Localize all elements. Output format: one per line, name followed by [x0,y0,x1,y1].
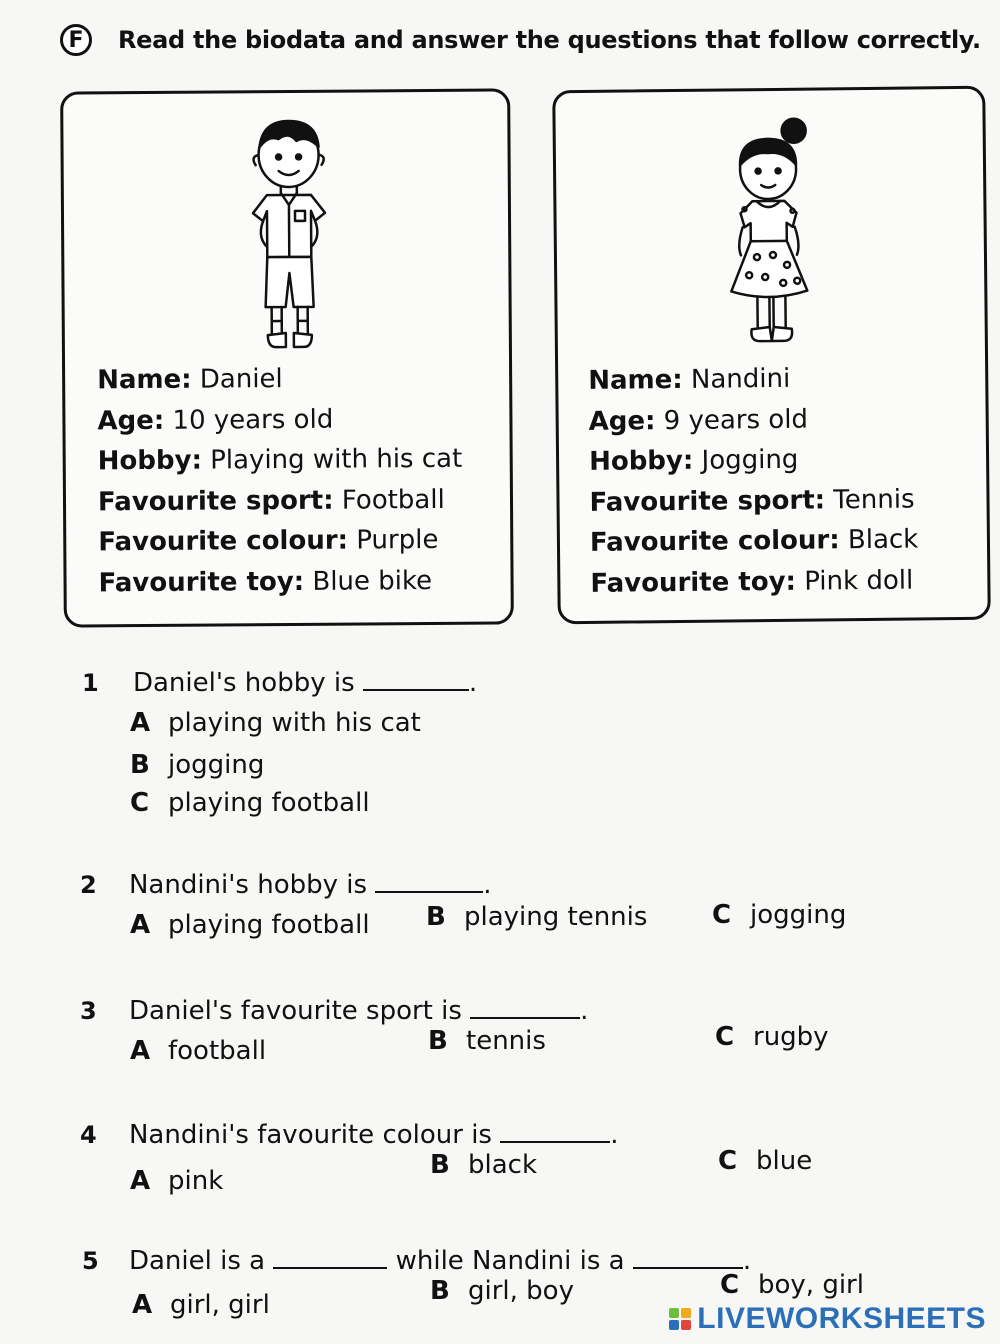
answer-blank[interactable] [470,999,580,1019]
daniel-hobby-row: Hobby: Playing with his cat [97,443,463,477]
nandini-toy-row: Favourite toy: Pink doll [590,565,914,599]
nandini-age-row: Age: 9 years old [588,404,809,437]
daniel-name-row: Name: Daniel [97,364,283,396]
question-2: 2 Nandini's hobby is . [80,870,492,900]
question-3: 3 Daniel's favourite sport is . [80,996,589,1026]
liveworksheets-logo[interactable] [669,1302,986,1336]
q5-option-b[interactable]: B girl, boy [430,1276,574,1306]
q3-option-b[interactable]: B tennis [428,1026,546,1056]
daniel-colour-row: Favourite colour: Purple [98,524,439,558]
q2-option-a[interactable]: A playing football [130,910,370,940]
q2-option-b[interactable]: B playing tennis [426,902,648,932]
q4-option-a[interactable]: A pink [130,1166,224,1196]
section-badge: F [60,24,92,56]
boy-illustration [226,107,353,358]
logo-square-blue [669,1320,679,1330]
nandini-hobby-row: Hobby: Jogging [588,444,799,477]
nandini-info [588,357,919,603]
answer-blank-1[interactable] [273,1249,387,1269]
q5-option-a[interactable]: A girl, girl [132,1290,270,1320]
q2-option-c[interactable]: C jogging [712,900,847,930]
logo-square-green [669,1308,679,1318]
biodata-card-nandini [552,86,991,625]
answer-blank[interactable] [500,1123,610,1143]
answer-blank[interactable] [363,671,469,691]
question-4: 4 Nandini's favourite colour is . [80,1120,619,1150]
q3-option-a[interactable]: A football [130,1036,267,1066]
daniel-info [97,358,463,604]
q1-option-c[interactable]: C playing football [130,788,370,818]
logo-square-red [681,1320,691,1330]
daniel-age-row: Age: 10 years old [97,404,334,436]
q1-option-a[interactable]: A playing with his cat [130,708,421,738]
daniel-sport-row: Favourite sport: Football [97,484,445,517]
instruction-text: Read the biodata and answer the questions that follow correctly. [118,26,981,54]
question-1: 1 Daniel's hobby is . [82,668,478,698]
biodata-card-daniel [60,88,514,627]
logo-grid-icon [669,1308,691,1330]
nandini-colour-row: Favourite colour: Black [589,524,919,558]
answer-blank-2[interactable] [633,1249,743,1269]
q1-option-b[interactable]: B jogging [130,750,265,780]
q4-option-b[interactable]: B black [430,1150,538,1180]
logo-square-orange [681,1308,691,1318]
nandini-sport-row: Favourite sport: Tennis [589,484,915,518]
girl-illustration [705,104,843,355]
answer-blank[interactable] [375,873,483,893]
daniel-toy-row: Favourite toy: Blue bike [98,565,433,598]
q5-option-c[interactable]: C boy, girl [720,1270,864,1300]
nandini-name-row: Name: Nandini [588,363,791,396]
q4-option-c[interactable]: C blue [718,1146,813,1176]
q3-option-c[interactable]: C rugby [715,1022,829,1052]
brand-name: LIVEWORKSHEETS [697,1302,986,1335]
question-5: 5 Daniel is a while Nandini is a . [82,1246,752,1276]
